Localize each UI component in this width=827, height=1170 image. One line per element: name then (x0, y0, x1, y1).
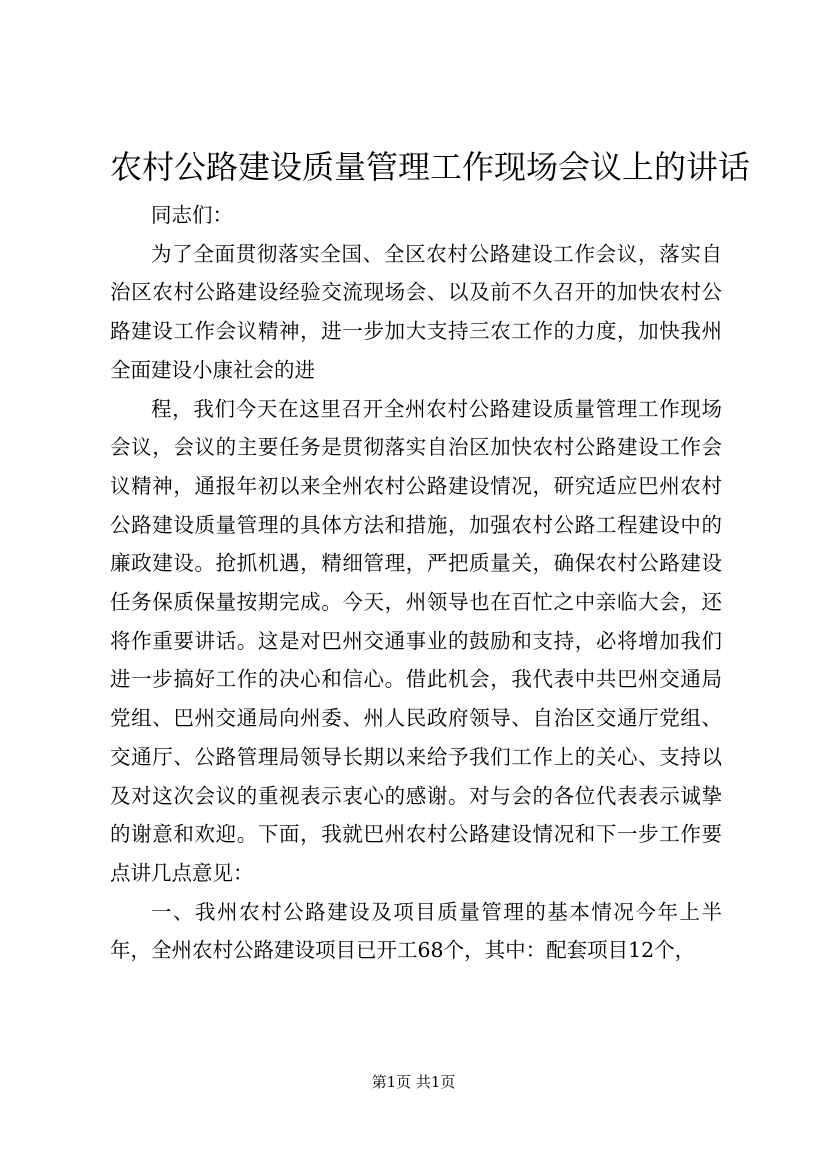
paragraph: 为了全面贯彻落实全国、全区农村公路建设工作会议，落实自治区农村公路建设经验交流现场会、以及前不久召开的加快农村公路建设工作会议精神，进一步加大支持三农工作的力度，加快我州全面建设小康社会的进 (110, 241, 722, 382)
document-body (110, 196, 722, 970)
salutation: 同志们： (151, 203, 233, 227)
paragraph: 程，我们今天在这里召开全州农村公路建设质量管理工作现场会议，会议的主要任务是贯彻落实自治区加快农村公路建设工作会议精神，通报年初以来全州农村公路建设情况，研究适应巴州农村公路建设质量管理的具体方法和措施，加强农村公路工程建设中的廉政建设。抢抓机遇，精细管理，严把质量关，确保农村公路建设任务保质保量按期完成。今天，州领导也在百忙之中亲临大会，还将作重要讲话。这是对巴州交通事业的鼓励和支持，必将增加我们进一步搞好工作的决心和信心。借此机会，我代表中共巴州交通局党组、巴州交通局向州委、州人民政府领导、自治区交通厅党组、交通厅、公路管理局领导长期以来给予我们工作上的关心、支持以及对这次会议的重视表示衷心的感谢。对与会的各位代表表示诚挚的谢意和欢迎。下面，我就巴州农村公路建设情况和下一步工作要点讲几点意见： (110, 396, 722, 885)
paragraph: 一、我州农村公路建设及项目质量管理的基本情况今年上半年，全州农村公路建设项目已开工68个，其中：配套项目12个， (110, 899, 722, 963)
document-title: 农村公路建设质量管理工作现场会议上的讲话 (110, 148, 751, 186)
page-footer: 第1页 共1页 (371, 1073, 456, 1091)
